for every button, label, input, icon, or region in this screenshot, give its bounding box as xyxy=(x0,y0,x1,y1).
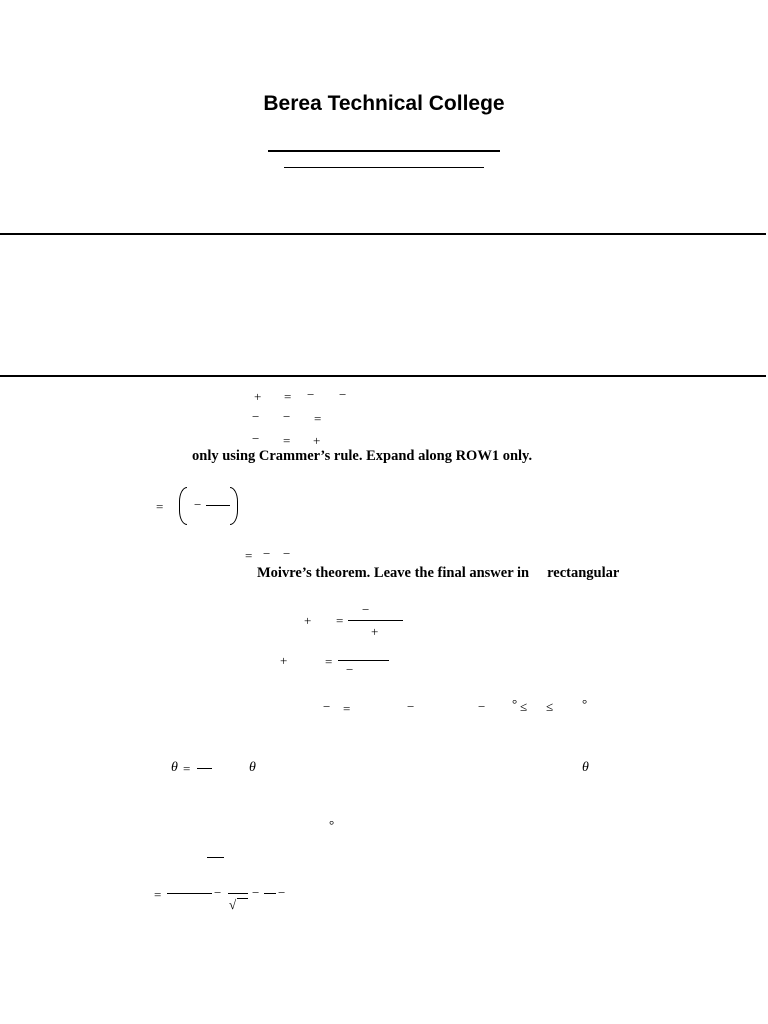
cf2-fraction-bar xyxy=(338,660,389,661)
eq1-plus: + xyxy=(254,389,262,404)
ar-degree-1: ° xyxy=(512,696,518,711)
question-3-instruction-main: Moivre’s theorem. Leave the final answer in xyxy=(257,565,530,581)
ar-equals: = xyxy=(343,701,351,716)
ar-minus-3: − xyxy=(478,699,486,714)
question-3-instruction xyxy=(257,566,619,581)
expr-minus: − xyxy=(194,497,202,512)
cf2-equals: = xyxy=(325,654,333,669)
final-equals: = xyxy=(154,887,162,902)
row-equals: = xyxy=(245,548,253,563)
right-parenthesis xyxy=(230,487,238,525)
sqrt-bar xyxy=(237,898,248,899)
ar-minus-2: − xyxy=(407,699,415,714)
eq2-minus-1: − xyxy=(252,409,260,424)
final-fraction-bar-1 xyxy=(167,893,212,894)
theta-symbol-3: θ xyxy=(582,760,589,775)
theta-fraction-bar xyxy=(197,768,212,769)
final-fraction-bar-3 xyxy=(264,893,276,894)
cf1-num-minus: − xyxy=(362,602,370,617)
question-3-instruction-form: rectangular xyxy=(547,565,620,581)
degree-mark: ° xyxy=(329,817,335,832)
final-minus-3: − xyxy=(278,885,286,900)
cf1-plus: + xyxy=(304,613,312,628)
row-minus-1: − xyxy=(263,546,271,561)
final-fraction-bar-2 xyxy=(228,893,248,894)
left-parenthesis xyxy=(179,487,187,525)
theta-symbol-2: θ xyxy=(249,760,256,775)
section-divider-bottom xyxy=(0,375,766,377)
expr-equals: = xyxy=(156,499,164,514)
theta-equals: = xyxy=(183,761,191,776)
question-1-instruction: only using Crammer’s rule. Expand along ROW1 only. xyxy=(192,448,533,464)
eq3-plus: + xyxy=(313,433,321,448)
eq2-equals: = xyxy=(314,411,322,426)
theta-symbol-1: θ xyxy=(171,760,178,775)
final-minus-1: − xyxy=(214,885,222,900)
cf1-equals: = xyxy=(336,613,344,628)
ar-degree-2: ° xyxy=(582,696,588,711)
title-underline-long xyxy=(268,150,500,152)
section-divider-top xyxy=(0,233,766,235)
cf1-fraction-bar xyxy=(348,620,403,621)
eq3-equals: = xyxy=(283,433,291,448)
row-minus-2: − xyxy=(283,546,291,561)
eq1-equals: = xyxy=(284,389,292,404)
final-minus-2: − xyxy=(252,885,260,900)
short-fraction-bar xyxy=(207,857,224,858)
expr-fraction-bar xyxy=(206,505,230,506)
eq1-minus-2: − xyxy=(339,387,347,402)
cf2-plus: + xyxy=(280,653,288,668)
cf1-den-plus: + xyxy=(371,624,379,639)
title-underline-short xyxy=(284,167,484,168)
ar-leq-2: ≤ xyxy=(546,699,554,714)
college-title: Berea Technical College xyxy=(263,92,505,115)
cf2-den-minus: − xyxy=(346,662,354,677)
eq3-minus: − xyxy=(252,431,260,446)
ar-leq-1: ≤ xyxy=(520,699,528,714)
sqrt-symbol: √ xyxy=(229,897,237,912)
eq2-minus-2: − xyxy=(283,409,291,424)
eq1-minus-1: − xyxy=(307,387,315,402)
ar-minus-1: − xyxy=(323,699,331,714)
